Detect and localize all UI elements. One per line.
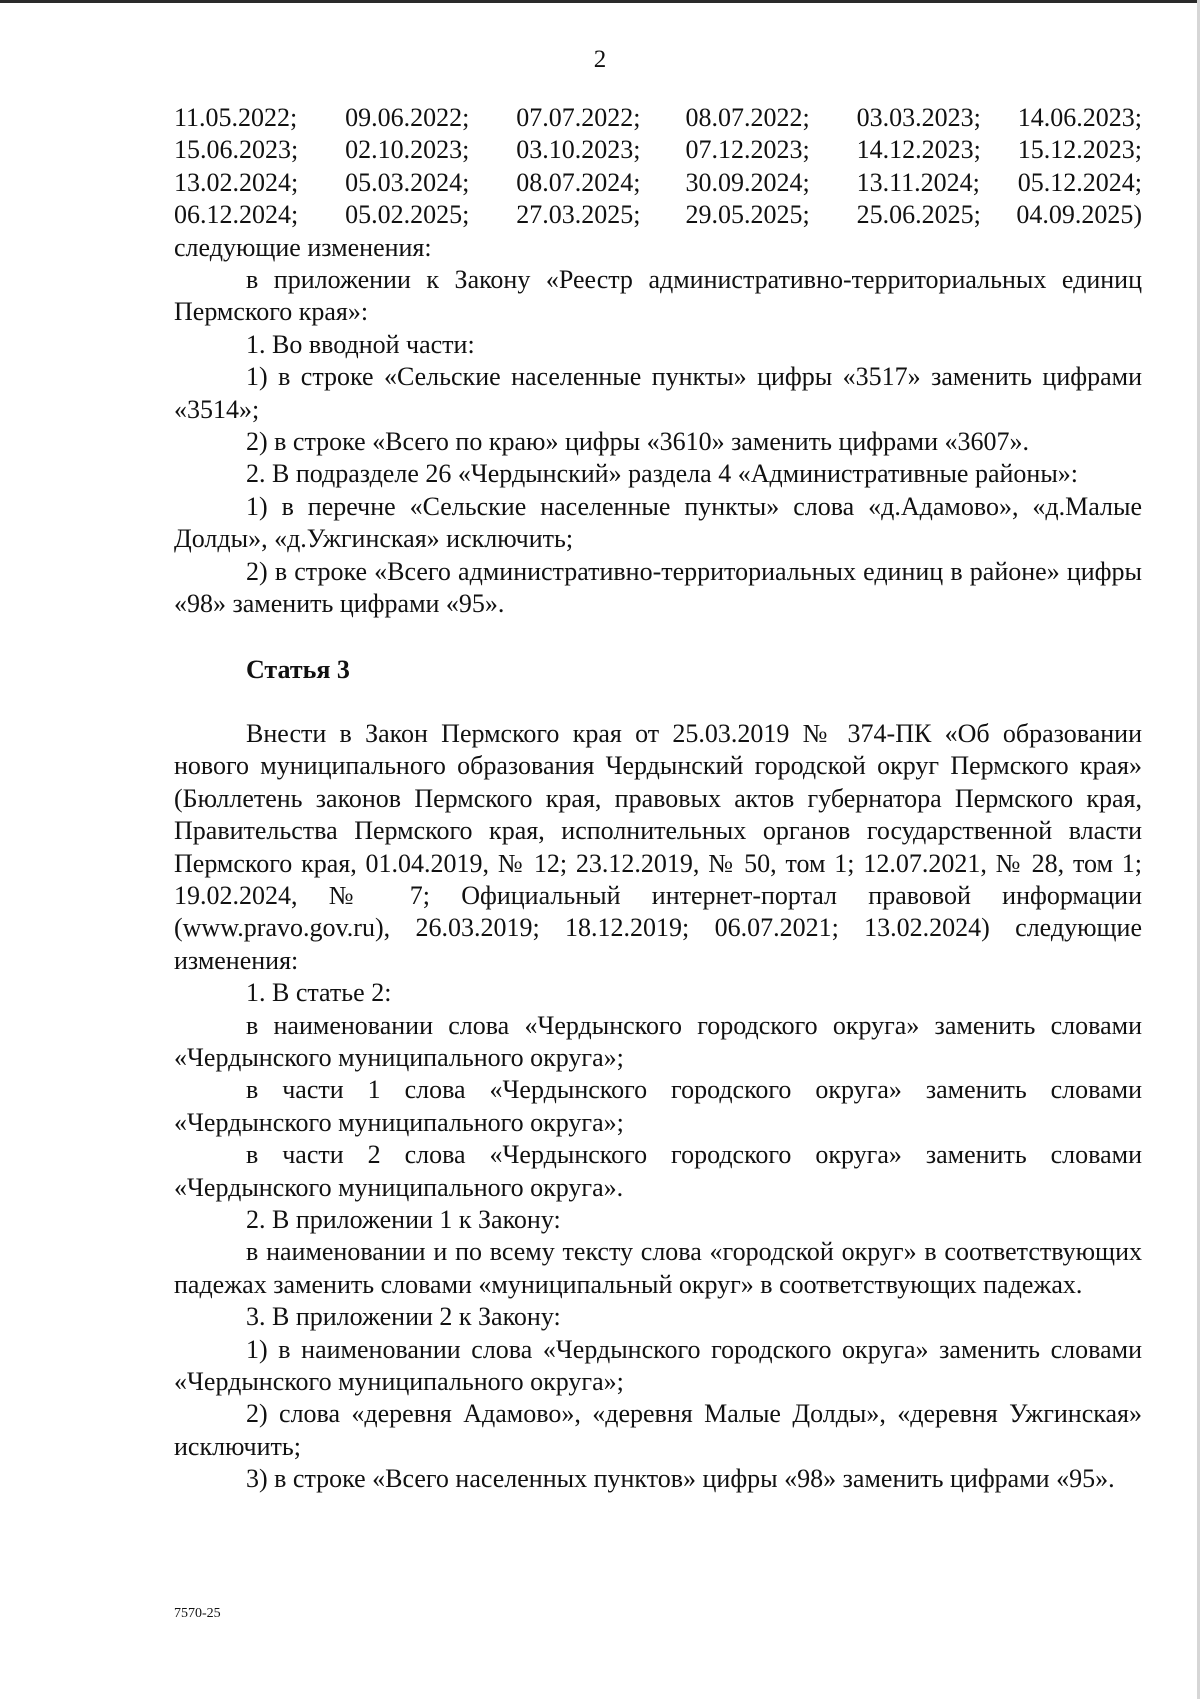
date-cell: 06.12.2024;	[174, 200, 299, 230]
paragraph: 2. В приложении 1 к Закону:	[246, 1205, 561, 1234]
date-cell: 03.10.2023;	[516, 135, 641, 165]
date-cell: 03.03.2023;	[856, 103, 981, 132]
date-cell: 11.05.2022;	[174, 103, 298, 132]
date-cell: 07.07.2022;	[516, 103, 641, 132]
paragraph: в наименовании и по всему тексту слова «городской округ» в соответствующих падежах заменить словами «муниципальный округ» в соответствующих падежах.	[174, 1237, 1142, 1299]
document-body	[174, 102, 1142, 1496]
paragraph: в части 1 слова «Чердынского городского округа» заменить словами «Чердынского муниципального округа»;	[174, 1075, 1142, 1137]
date-cell: 04.09.2025)	[1016, 200, 1142, 230]
date-cell: 05.03.2024;	[345, 167, 470, 197]
date-cell: 07.12.2023;	[685, 135, 810, 165]
paragraph: в части 2 слова «Чердынского городского округа» заменить словами «Чердынского муниципального округа».	[174, 1140, 1142, 1202]
paragraph: 2) в строке «Всего административно-территориальных единиц в районе» цифры «98» заменить цифрами «95».	[174, 556, 1142, 619]
amendment-dates-table	[174, 102, 1142, 232]
date-cell: 30.09.2024;	[685, 167, 810, 197]
document-code: 7570-25	[174, 1606, 221, 1621]
date-cell: 02.10.2023;	[345, 135, 470, 165]
paragraph: Внести в Закон Пермского края от 25.03.2019 № 374-ПК «Об образовании нового муниципального образования Чердынский городской округ Пермского края» (Бюллетень законов Пермского края, правовых актов губернатора Пермского края, Правительства Пермского края, исполнительных органов государственной власти Пермского края, 01.04.2019, № 12; 23.12.2019, № 50, том 1; 12.07.2021, № 28, том 1; 19.02.2024, № 7; Официальный интернет-портал правовой информации (www.pravo.gov.ru), 26.03.2019; 18.12.2019; 06.07.2021; 13.02.2024) следующие изменения:	[174, 718, 1142, 975]
paragraph: в наименовании слова «Чердынского городского округа» заменить словами «Чердынского муниципального округа»;	[174, 1010, 1142, 1072]
paragraph: 1. Во вводной части:	[246, 329, 475, 359]
paragraph: 1) в строке «Сельские населенные пункты» цифры «3517» заменить цифрами «3514»;	[174, 362, 1142, 424]
date-cell: 13.02.2024;	[174, 167, 299, 197]
paragraph: 2) в строке «Всего по краю» цифры «3610» заменить цифрами «3607».	[246, 427, 1030, 457]
date-cell: 25.06.2025;	[856, 200, 981, 230]
date-cell: 14.06.2023;	[1017, 103, 1142, 132]
date-cell: 05.02.2025;	[345, 200, 470, 230]
date-cell: 14.12.2023;	[856, 135, 981, 165]
date-cell: 15.12.2023;	[1017, 135, 1142, 165]
paragraph: 1) в перечне «Сельские населенные пункты» слова «д.Адамово», «д.Малые Долды», «д.Ужгинская» исключить;	[174, 491, 1142, 554]
date-cell: 05.12.2024;	[1017, 167, 1142, 197]
paragraph: в приложении к Закону «Реестр административно-территориальных единиц Пермского края»:	[174, 265, 1142, 327]
date-cell: 27.03.2025;	[516, 200, 641, 230]
date-cell: 13.11.2024;	[856, 167, 980, 197]
date-cell: 08.07.2022;	[685, 103, 810, 132]
paragraph: 1) в наименовании слова «Чердынского городского округа» заменить словами «Чердынского муниципального округа»;	[174, 1334, 1142, 1397]
date-cell: 09.06.2022;	[345, 103, 470, 132]
page-number: 2	[593, 46, 607, 73]
date-cell: 08.07.2024;	[516, 167, 641, 197]
paragraph: 1. В статье 2:	[246, 978, 392, 1008]
paragraph: 3) в строке «Всего населенных пунктов» цифры «98» заменить цифрами «95».	[246, 1464, 1115, 1494]
paragraph: 2. В подразделе 26 «Чердынский» раздела 4 «Административные районы»:	[246, 459, 1079, 489]
paragraph: следующие изменения:	[174, 232, 432, 262]
paragraph: 3. В приложении 2 к Закону:	[246, 1302, 561, 1332]
date-cell: 29.05.2025;	[685, 200, 810, 230]
paragraph: 2) слова «деревня Адамово», «деревня Малые Долды», «деревня Ужгинская» исключить;	[174, 1399, 1142, 1461]
scan-edge-top	[0, 0, 1200, 3]
article-heading: Статья 3	[246, 654, 350, 684]
date-cell: 15.06.2023;	[174, 135, 299, 165]
